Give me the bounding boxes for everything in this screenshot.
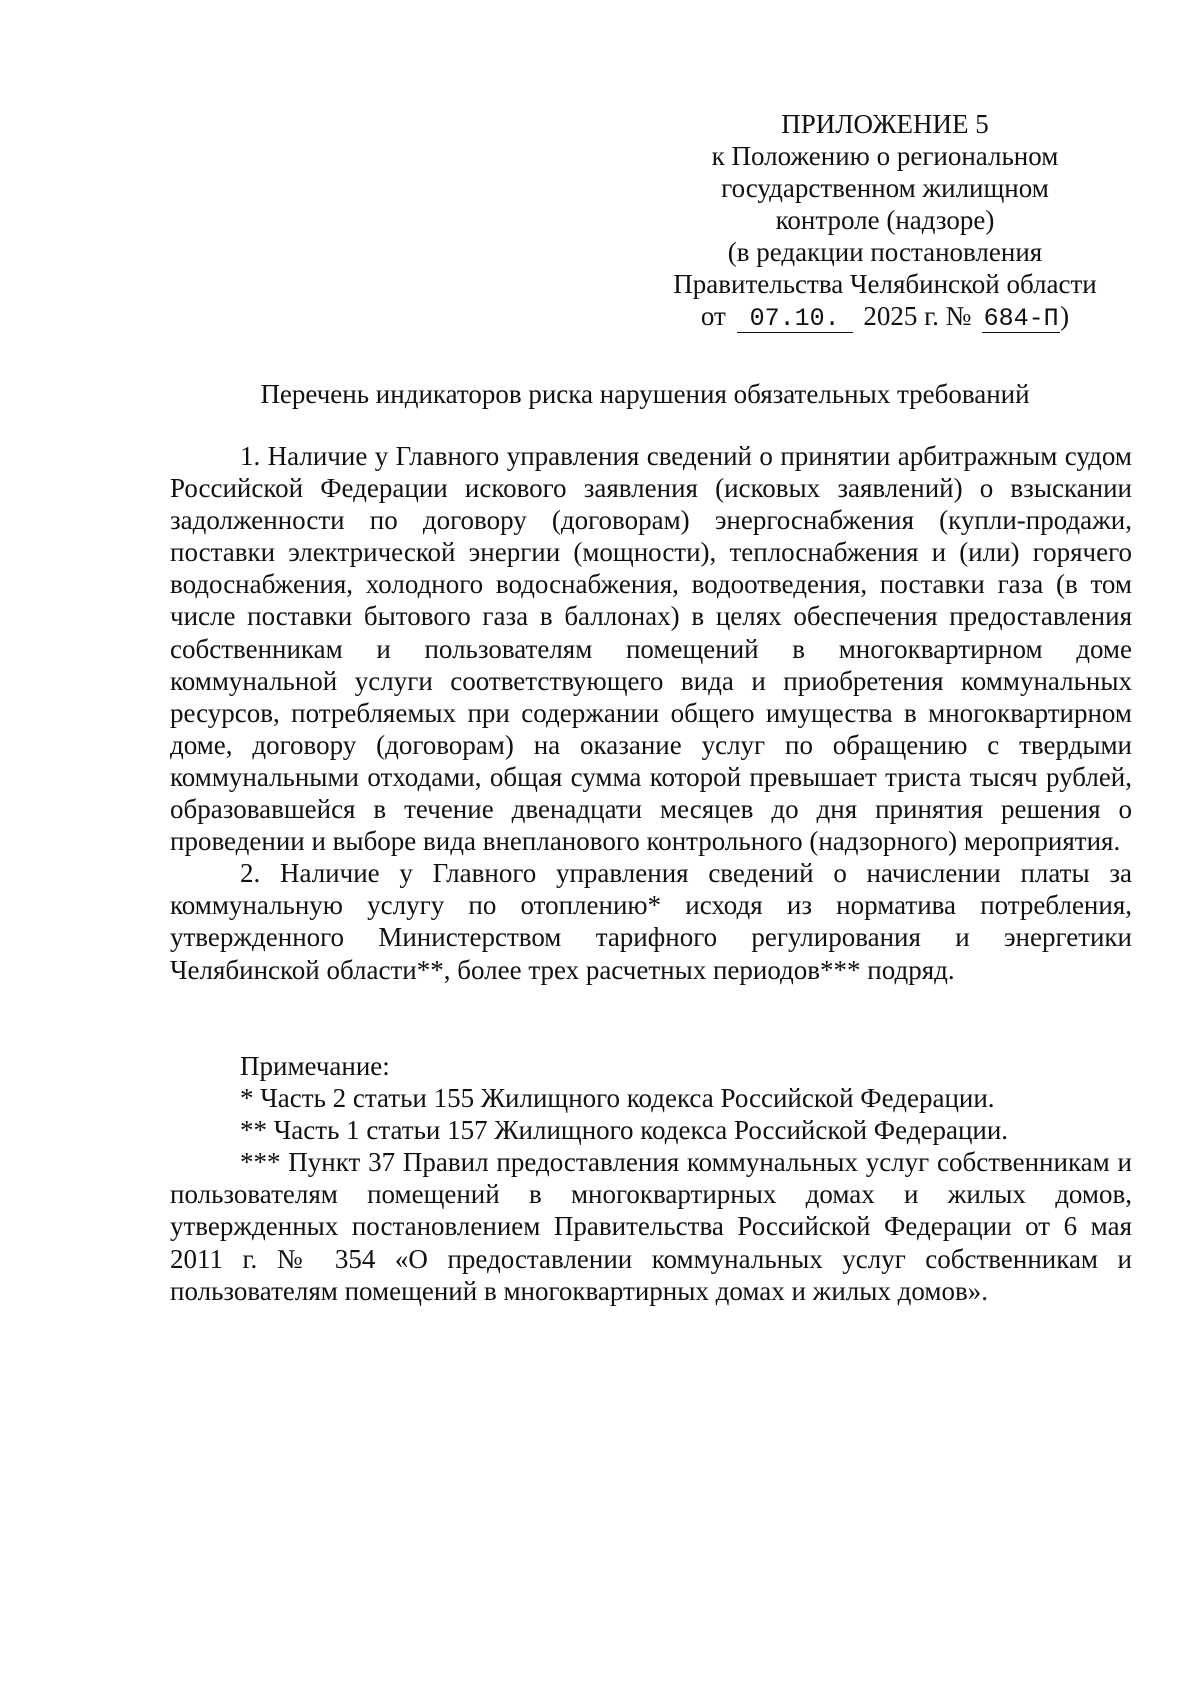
document-title: Перечень индикаторов риска нарушения обязательных требований bbox=[260, 379, 1030, 409]
note-item: ** Часть 1 статьи 157 Жилищного кодекса Российской Федерации. bbox=[240, 1115, 1009, 1146]
resolution-date: 07.10. bbox=[737, 306, 853, 333]
notes-section bbox=[170, 1050, 1132, 1307]
note-item: * Часть 2 статьи 155 Жилищного кодекса Российской Федерации. bbox=[240, 1083, 995, 1114]
appendix-subtitle-line: государственном жилищном bbox=[721, 173, 1049, 203]
note-item: *** Пункт 37 Правил предоставления коммунальных услуг собственникам и пользователям помещений в многоквартирных домах и жилых домов, утвержденных постановлением Правительства Российской Федерации от 6 мая 2011 г. № 354 «О предоставлении коммунальных услуг собственникам и пользователям помещений в многоквартирных домах и жилых домов». bbox=[170, 1147, 1132, 1306]
appendix-subtitle-line: контроле (надзоре) bbox=[775, 205, 995, 235]
appendix-subtitle-line: (в редакции постановления bbox=[727, 237, 1043, 267]
resolution-number: 684-П bbox=[983, 304, 1059, 333]
appendix-header bbox=[640, 108, 1130, 333]
year-number-label: 2025 г. № bbox=[863, 301, 972, 331]
indicator-paragraph: 1. Наличие у Главного управления сведений о принятии арбитражным судом Российской Федерации искового заявления (исковых заявлений) о взыскании задолженности по договору (договорам) энергоснабжения (купли-продажи, поставки электрической энергии (мощности), теплоснабжения и (или) горячего водоснабжения, холодного водоснабжения, водоотведения, поставки газа (в том числе поставки бытового газа в баллонах) в целях обеспечения предоставления собственникам и пользователям помещений в многоквартирном доме коммунальной услуги соответствующего вида и приобретения коммунальных ресурсов, потребляемых при содержании общего имущества в многоквартирном доме, договору (договорам) на оказание услуг по обращению с твердыми коммунальными отходами, общая сумма которой превышает триста тысяч рублей, образовавшейся в течение двенадцати месяцев до дня принятия решения о проведении и выборе вида внепланового контрольного (надзорного) мероприятия. bbox=[170, 441, 1132, 857]
indicator-list bbox=[170, 440, 1132, 986]
appendix-title: ПРИЛОЖЕНИЕ 5 bbox=[781, 109, 989, 139]
date-prefix: от bbox=[700, 301, 726, 331]
appendix-subtitle-line: к Положению о региональном bbox=[711, 141, 1059, 171]
appendix-subtitle-line: Правительства Челябинской области bbox=[673, 269, 1097, 299]
resolution-date-line bbox=[640, 300, 1130, 333]
indicator-paragraph: 2. Наличие у Главного управления сведений о начислении платы за коммунальную услугу по отоплению* исходя из норматива потребления, утвержденного Министерством тарифного регулирования и энергетики Челябинской области**, более трех расчетных периодов*** подряд. bbox=[170, 858, 1132, 985]
notes-heading: Примечание: bbox=[240, 1051, 390, 1081]
closing-paren: ) bbox=[1060, 301, 1070, 331]
